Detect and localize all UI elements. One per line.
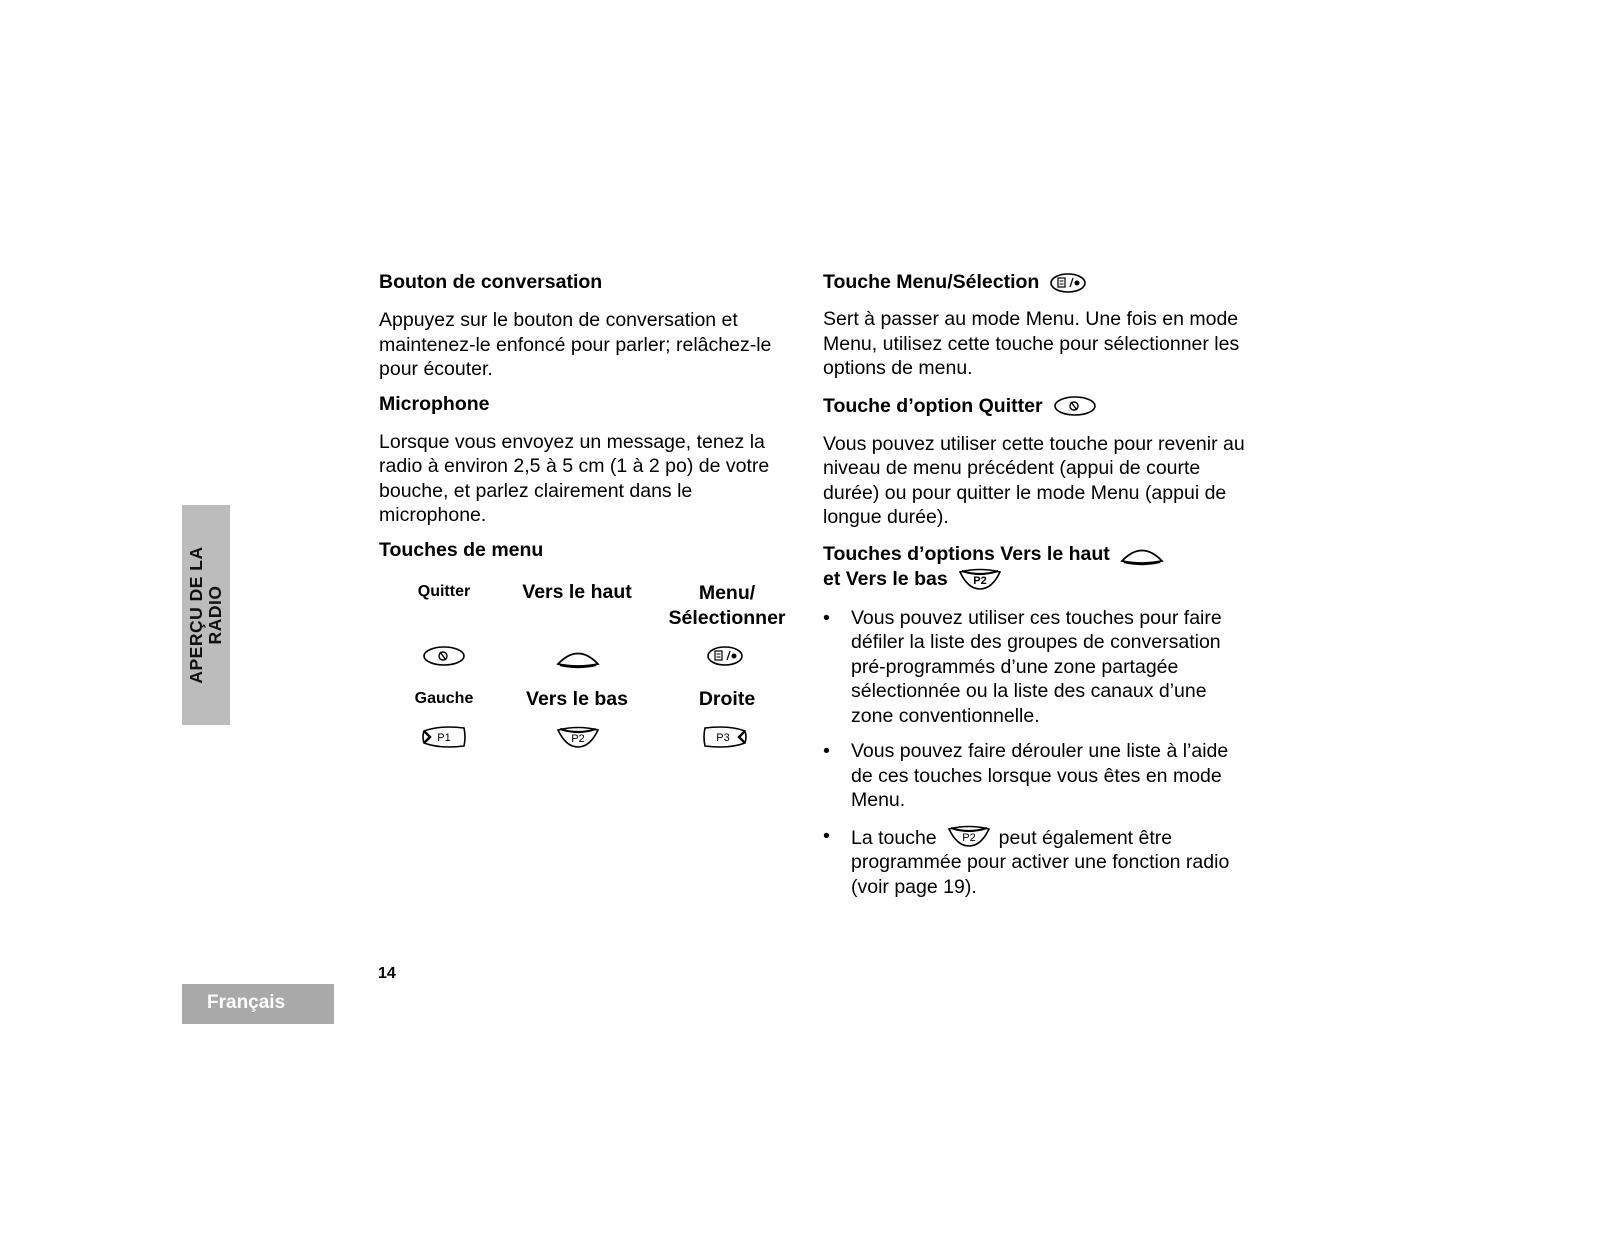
left-p1-key-icon xyxy=(422,725,466,749)
p2-label: P2 xyxy=(571,732,585,745)
heading-microphone: Microphone xyxy=(379,392,490,415)
heading-menu-keys: Touches de menu xyxy=(379,538,544,561)
p2-label: P2 xyxy=(972,575,987,588)
heading-up-down-line1-text: Touches d’options Vers le haut xyxy=(823,542,1110,565)
ptt-description: Appuyez sur le bouton de conversation et maintenez-le enfoncé pour parler; relâchez-le pour écouter. xyxy=(379,309,772,380)
heading-menu-select-key xyxy=(823,270,1253,295)
key-label-down: Vers le bas xyxy=(526,687,628,710)
bullet-text-post: peut également être programmée pour activer une fonction radio (voir page 19). xyxy=(851,826,1230,898)
down-p2-key-icon xyxy=(958,567,1002,591)
quit-key-icon xyxy=(1053,395,1097,417)
key-label-menu-line2: Sélectionner xyxy=(668,606,786,629)
p2-label: P2 xyxy=(961,831,976,844)
microphone-description: Lorsque vous envoyez un message, tenez la radio à environ 2,5 à 5 cm (1 à 2 po) de votre bouche, et parlez clairement dans le microphone. xyxy=(379,430,770,526)
up-key-icon xyxy=(1120,542,1164,566)
menu-select-key-icon xyxy=(1049,272,1087,294)
p3-label: P3 xyxy=(716,731,730,744)
page-number: 14 xyxy=(378,965,396,982)
key-label-menu-line1: Menu/ xyxy=(698,581,756,604)
heading-up-down-keys xyxy=(823,542,1253,592)
heading-up-down-line2 xyxy=(823,567,1253,592)
heading-up-down-line1 xyxy=(823,542,1253,567)
right-p3-key-icon xyxy=(703,725,747,749)
language-tab xyxy=(182,984,334,1024)
key-label-left: Gauche xyxy=(414,689,474,707)
p1-label: P1 xyxy=(437,731,451,744)
menu-select-key-icon xyxy=(706,645,744,667)
down-p2-key-icon xyxy=(556,725,600,749)
key-label-up: Vers le haut xyxy=(522,580,632,603)
section-tab xyxy=(182,505,230,725)
section-tab-line1: APERÇU DE LA xyxy=(186,546,206,684)
key-label-right: Droite xyxy=(698,687,756,710)
up-key-icon xyxy=(556,645,600,669)
menu-keys-grid xyxy=(379,581,799,791)
key-label-quit: Quitter xyxy=(417,582,471,600)
bullet-dot: • xyxy=(823,606,830,629)
heading-quit-text: Touche d’option Quitter xyxy=(823,394,1043,417)
right-column xyxy=(823,270,1253,899)
key-label-menu xyxy=(655,581,799,631)
heading-menu-select-text: Touche Menu/Sélection xyxy=(823,271,1040,293)
quit-key-icon xyxy=(422,645,466,667)
language-label: Français xyxy=(207,992,286,1013)
down-p2-key-icon xyxy=(947,824,991,848)
bullet-text: Vous pouvez faire dérouler une liste à l’aide de ces touches lorsque vous êtes en mode Menu. xyxy=(851,740,1229,811)
list-item xyxy=(823,824,1253,900)
up-down-bullet-list xyxy=(823,606,1253,900)
section-tab-label xyxy=(187,546,225,683)
list-item xyxy=(823,606,1253,729)
bullet-text: Vous pouvez utiliser ces touches pour faire défiler la liste des groupes de conversation pré-programmés d’une zone partagée sélectionnée ou la liste des canaux d’une zone conventionnelle. xyxy=(851,606,1222,727)
heading-up-down-line2-text: et Vers le bas xyxy=(823,567,948,590)
heading-ptt-button: Bouton de conversation xyxy=(379,271,603,293)
heading-quit-key xyxy=(823,394,1253,419)
bullet-dot: • xyxy=(823,824,830,847)
bullet-dot: • xyxy=(823,740,830,762)
quit-key-description: Vous pouvez utiliser cette touche pour revenir au niveau de menu précédent (appui de courte durée) ou pour quitter le mode Menu (appui de longue durée). xyxy=(823,432,1245,528)
section-tab-line2: RADIO xyxy=(205,585,225,645)
bullet-text-pre: La touche xyxy=(851,826,937,849)
left-column xyxy=(379,270,799,791)
list-item xyxy=(823,739,1253,813)
menu-select-description: Sert à passer au mode Menu. Une fois en mode Menu, utilisez cette touche pour sélectionner les options de menu. xyxy=(823,308,1240,379)
